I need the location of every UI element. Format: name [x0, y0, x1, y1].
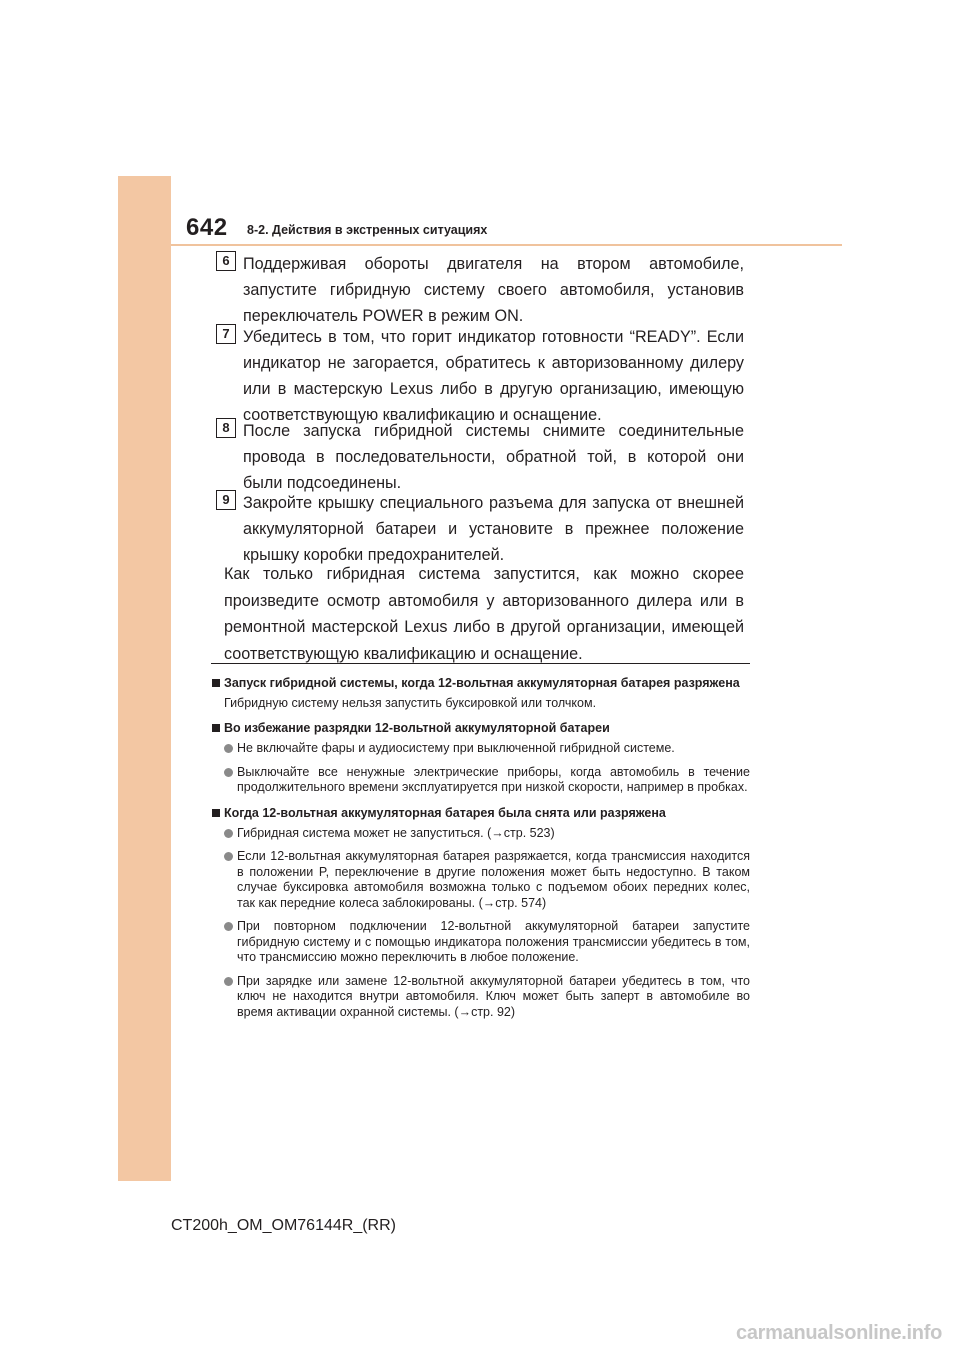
watermark: carmanualsonline.info	[736, 1322, 942, 1344]
chapter-side-band	[118, 176, 171, 1181]
note-bullet: Если 12-вольтная аккумуляторная батарея разряжается, когда трансмиссия находится в положении P, переключение в другие положения может быть недоступно. В таком случае буксировка автомобиля возможна только с подъемом обоих передних колес, так как передние колеса заблокированы. (→стр. 574)	[211, 849, 750, 911]
notes-section	[211, 676, 750, 1028]
step-text: Убедитесь в том, что горит индикатор готовности “READY”. Если индикатор не загорается, обратитесь к авторизованному дилеру или в мастерскую Lexus либо в другую организацию, имеющую соответствующую квалификацию и оснащение.	[243, 328, 744, 424]
note-heading: Запуск гибридной системы, когда 12-вольтная аккумуляторная батарея разряжена	[211, 676, 750, 691]
notes-divider	[211, 663, 750, 664]
closing-paragraph: Как только гибридная система запустится, как можно скорее произведите осмотр автомобиля у авторизованного дилера или в ремонтной мастерской Lexus либо в другой организации, имеющей соответствующую квалификацию и оснащение.	[224, 565, 744, 663]
square-bullet-icon	[212, 679, 220, 687]
step-text: После запуска гибридной системы снимите соединительные провода в последовательности, обратной той, в которой они были подсоединены.	[243, 422, 744, 492]
note-bullet: Выключайте все ненужные электрические приборы, когда автомобиль в течение продолжительного времени эксплуатируется при низкой скорости, например в пробках.	[211, 765, 750, 796]
step-text: Поддерживая обороты двигателя на втором автомобиле, запустите гибридную систему своего автомобиля, установив переключатель POWER в режим ON.	[243, 255, 744, 325]
round-bullet-icon	[224, 829, 233, 838]
round-bullet-icon	[224, 977, 233, 986]
step-9	[216, 490, 744, 568]
square-bullet-icon	[212, 809, 220, 817]
note-heading: Во избежание разрядки 12-вольтной аккумуляторной батареи	[211, 721, 750, 736]
square-bullet-icon	[212, 724, 220, 732]
header-divider	[171, 244, 842, 246]
note-bullet: При повторном подключении 12-вольтной аккумуляторной батареи запустите гибридную систему и с помощью индикатора положения трансмиссии убедитесь в том, что трансмиссию можно переключить в любое положение.	[211, 919, 750, 966]
note-paragraph: Гибридную систему нельзя запустить буксировкой или толчком.	[224, 696, 597, 710]
step-text: Закройте крышку специального разъема для запуска от внешней аккумуляторной батареи и установите в прежнее положение крышку коробки предохранителей.	[243, 494, 744, 564]
note-bullet: Гибридная система может не запуститься. (→стр. 523)	[211, 826, 750, 842]
step-number-marker: 6	[216, 251, 236, 271]
round-bullet-icon	[224, 922, 233, 931]
footer-document-code: CT200h_OM_OM76144R_(RR)	[171, 1217, 396, 1234]
note-heading: Когда 12-вольтная аккумуляторная батарея была снята или разряжена	[211, 806, 750, 821]
step-number-marker: 8	[216, 418, 236, 438]
step-8	[216, 418, 744, 496]
page-number: 642	[186, 214, 228, 241]
step-number-marker: 7	[216, 324, 236, 344]
round-bullet-icon	[224, 744, 233, 753]
note-bullet: Не включайте фары и аудиосистему при выключенной гибридной системе.	[211, 741, 750, 757]
step-7	[216, 324, 744, 428]
step-6	[216, 251, 744, 329]
round-bullet-icon	[224, 768, 233, 777]
step-number-marker: 9	[216, 490, 236, 510]
round-bullet-icon	[224, 852, 233, 861]
note-bullet: При зарядке или замене 12-вольтной аккумуляторной батареи убедитесь в том, что ключ не находится внутри автомобиля. Ключ может быть заперт в автомобиле во время активации охранной системы. (→стр. 92)	[211, 974, 750, 1021]
section-title: 8-2. Действия в экстренных ситуациях	[247, 223, 488, 237]
